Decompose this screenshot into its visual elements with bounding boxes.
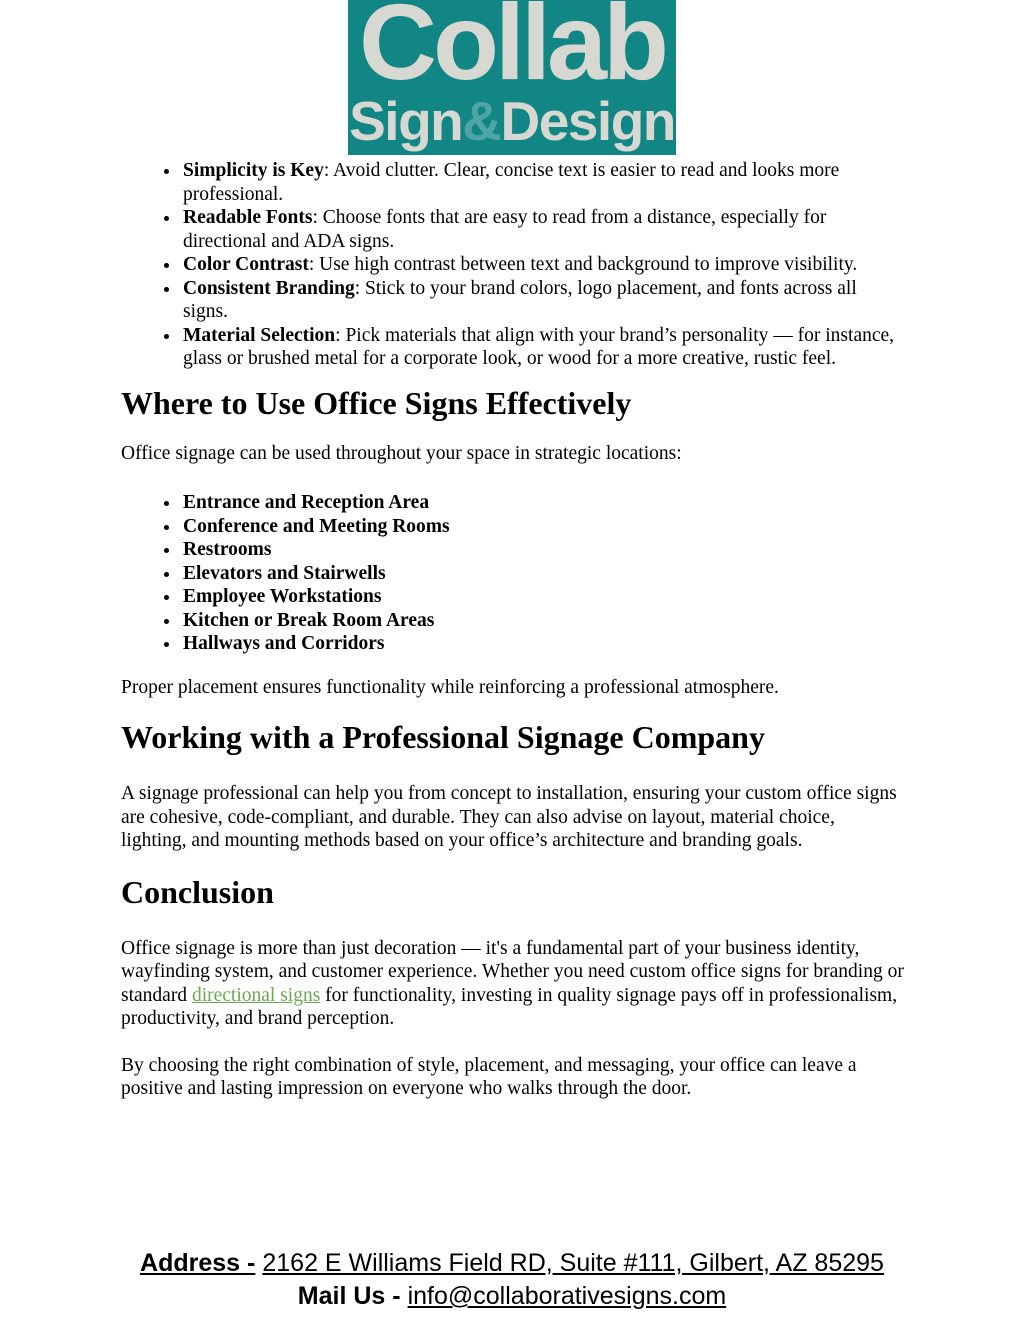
tip-term: Readable Fonts	[183, 207, 313, 228]
section-heading-conclusion: Conclusion	[121, 873, 274, 910]
list-item	[181, 324, 904, 371]
list-item	[181, 277, 904, 324]
address-label: Address -	[140, 1249, 256, 1277]
tip-term: Consistent Branding	[183, 277, 355, 299]
conclusion-paragraph-2: By choosing the right combination of style, placement, and messaging, your office can leave a positive and lasting impression on everyone who walks through the door.	[121, 1054, 857, 1099]
logo-collab-text: Collab	[358, 0, 665, 102]
conclusion-paragraph-1	[121, 937, 904, 1031]
list-item: • Entrance and Reception Area	[181, 491, 904, 515]
tip-text: : Stick to your brand colors, logo placement, and fonts across all signs.	[183, 277, 857, 322]
footer-mail-line	[0, 1280, 1024, 1313]
locations-list	[121, 491, 904, 656]
logo-design-text: Design	[500, 90, 675, 152]
conclusion-text-after-link: for functionality, investing in quality signage pays off in professionalism, productivity, and brand perception.	[121, 984, 898, 1029]
list-item: • Employee Workstations	[181, 585, 904, 609]
working-paragraph: A signage professional can help you from concept to installation, ensuring your custom office signs are cohesive, code-compliant, and durable. They can also advise on layout, material choice, lighting, and mounting methods based on your office’s architecture and branding goals.	[121, 783, 897, 851]
tip-term: Material Selection	[183, 324, 336, 346]
page-footer	[0, 1247, 1024, 1313]
list-item	[181, 206, 904, 253]
tip-text: : Use high contrast between text and background to improve visibility.	[308, 254, 858, 275]
address-value: 2162 E Williams Field RD, Suite #111, Gilbert, AZ 85295	[262, 1249, 884, 1277]
collab-sign-design-logo	[348, 0, 676, 155]
section-heading-working-with: Working with a Professional Signage Company	[121, 719, 765, 755]
where-outro-paragraph: Proper placement ensures functionality while reinforcing a professional atmosphere.	[121, 676, 779, 698]
mail-us-label: Mail Us -	[297, 1282, 401, 1310]
tip-term: Simplicity is Key	[183, 160, 324, 181]
directional-signs-link[interactable]: directional signs	[191, 984, 321, 1006]
design-tips-list	[121, 159, 904, 371]
logo-sign-design-text	[349, 92, 675, 150]
list-item: • Conference and Meeting Rooms	[181, 515, 904, 539]
tip-text: : Choose fonts that are easy to read from a distance, especially for directional and ADA signs.	[183, 207, 827, 252]
footer-address-line[interactable]	[0, 1247, 1024, 1280]
list-item: • Restrooms	[181, 538, 904, 562]
list-item: • Elevators and Stairwells	[181, 562, 904, 586]
logo-sign-text: Sign	[349, 90, 463, 152]
list-item: • Hallways and Corridors	[181, 632, 904, 656]
tip-text: : Avoid clutter. Clear, concise text is easier to read and looks more professional.	[183, 160, 840, 205]
list-item: • Kitchen or Break Room Areas	[181, 609, 904, 633]
tip-term: Color Contrast	[183, 254, 309, 275]
list-item	[181, 253, 904, 277]
where-intro-paragraph: Office signage can be used throughout your space in strategic locations:	[121, 442, 682, 464]
list-item	[181, 159, 904, 206]
section-heading-where-to-use: Where to Use Office Signs Effectively	[121, 384, 632, 421]
conclusion-text-before-link: Office signage is more than just decoration — it's a fundamental part of your business identity, wayfinding system, and customer experience. Whether you need custom office signs for branding or standard	[121, 937, 904, 1006]
email-link[interactable]: info@collaborativesigns.com	[407, 1282, 727, 1310]
document-body	[0, 159, 1024, 1101]
tip-text: : Pick materials that align with your brand’s personality — for instance, glass or brushed metal for a corporate look, or wood for a more creative, rustic feel.	[183, 324, 895, 369]
logo-ampersand: &	[462, 90, 501, 152]
